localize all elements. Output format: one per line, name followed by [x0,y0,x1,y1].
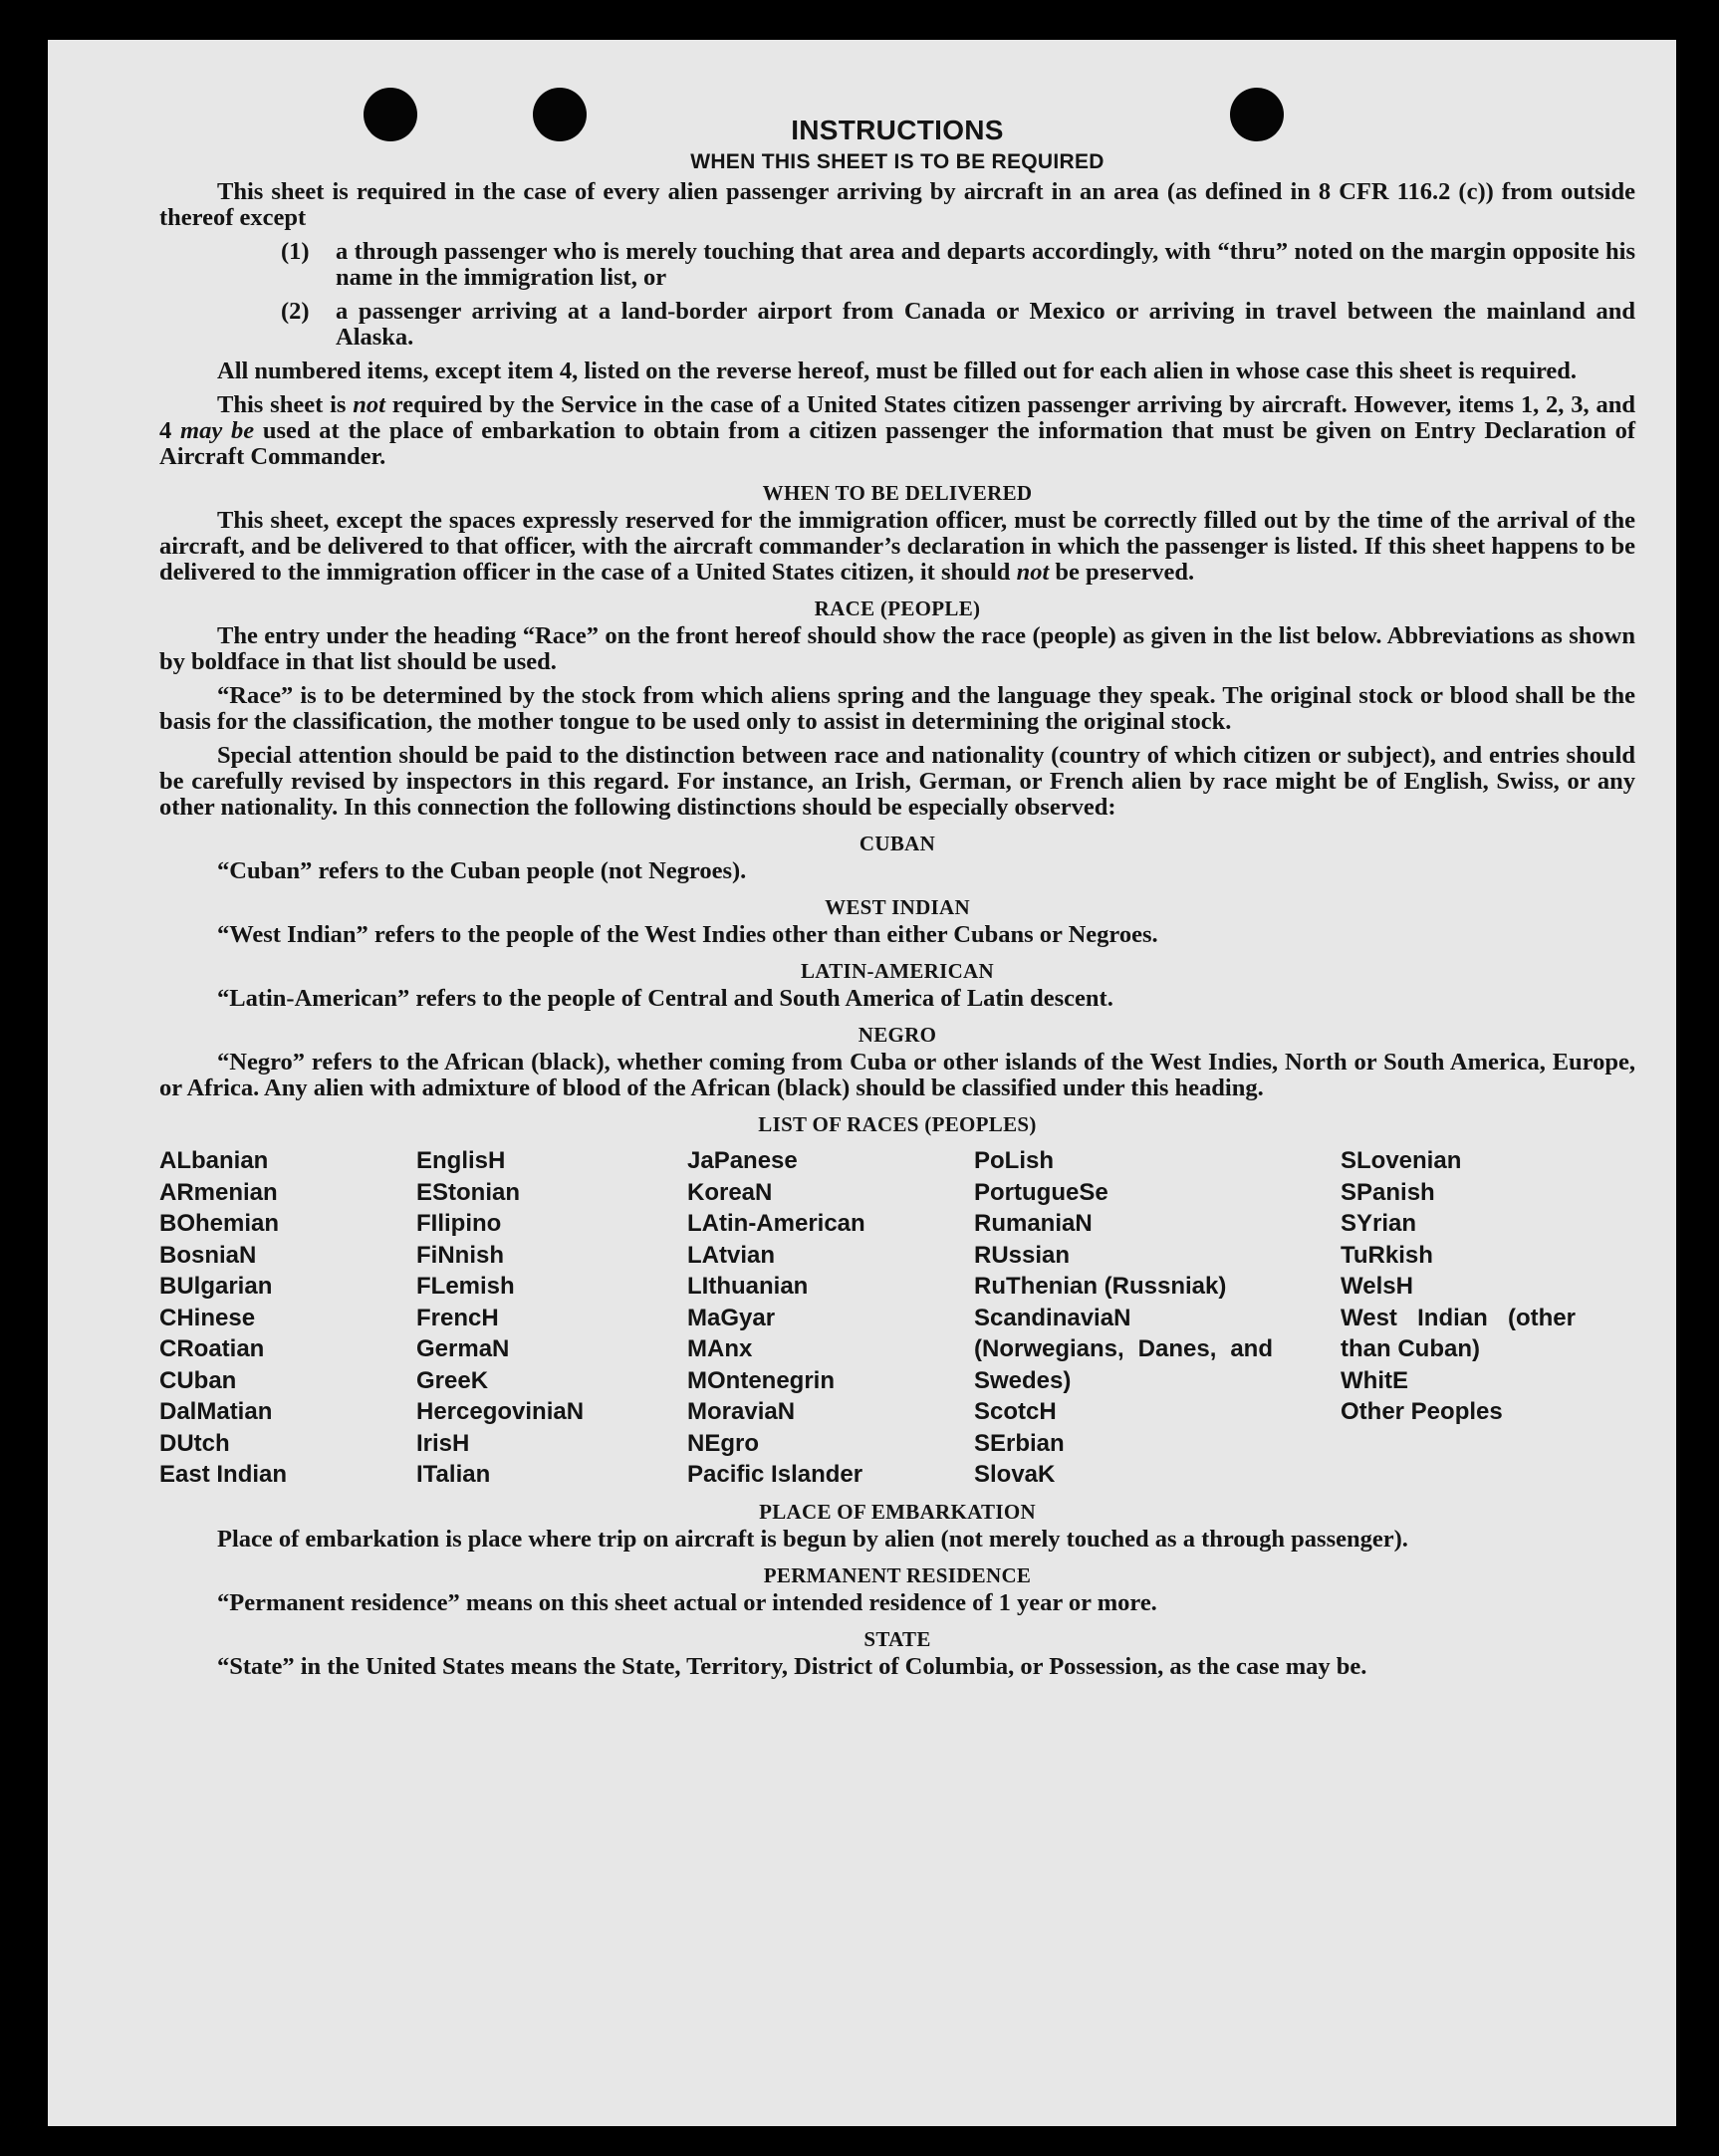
exception-text: a passenger arriving at a land-border airport from Canada or Mexico or arriving in travel between the mainland and Alaska. [336,298,1635,351]
race-item: LIthuanian [687,1273,809,1300]
race-item: ScandinaviaN (Norwegians, Danes, and Swedes) [974,1304,1273,1394]
race-item: SPanish [1341,1178,1435,1206]
negro-paragraph: “Negro” refers to the African (black), whether coming from Cuba or other islands of the West Indies, North or South America, Europe, or Africa. Any alien with admixture of blood of the African (black) should be classified under this heading. [159,1049,1635,1101]
race-item: EStonian [416,1178,521,1206]
race-item: Pacific Islander [687,1461,863,1488]
race-item: WelsH [1341,1273,1413,1300]
races-column [416,1145,687,1491]
west-indian-paragraph: “West Indian” refers to the people of the West Indies other than either Cubans or Negroes. [217,921,1158,948]
races-column [159,1145,416,1491]
exception-number: (2) [281,298,310,325]
race-item: FLemish [416,1273,515,1300]
section-heading-embarkation: PLACE OF EMBARKATION [759,1499,1036,1524]
exception-item [159,299,1635,351]
race-item: ITalian [416,1461,491,1488]
section-heading-cuban: CUBAN [859,832,936,855]
race-item: PortugueSe [974,1178,1108,1206]
document-page [48,40,1676,2126]
race-paragraph: The entry under the heading “Race” on the front hereof should show the race (people) as given in the list below. Abbreviations as shown by boldface in that list should be used. [159,622,1635,675]
race-item: BosniaN [159,1241,257,1269]
state-paragraph: “State” in the United States means the State, Territory, District of Columbia, or Possession, as the case may be. [217,1652,1367,1680]
embarkation-paragraph: Place of embarkation is place where trip on aircraft is begun by alien (not merely touched as a through passenger). [217,1525,1408,1553]
race-item: MoraviaN [687,1398,796,1425]
latin-american-paragraph: “Latin-American” refers to the people of Central and South America of Latin descent. [217,985,1113,1012]
race-item: ARmenian [159,1178,278,1206]
races-column [687,1145,974,1491]
race-item: BUlgarian [159,1273,273,1300]
race-item: FIlipino [416,1210,502,1237]
section-heading-residence: PERMANENT RESIDENCE [763,1562,1032,1587]
race-item: EnglisH [416,1147,506,1174]
section-heading-west-indian: WEST INDIAN [825,895,970,919]
race-item: CRoatian [159,1335,265,1362]
race-item: East Indian [159,1461,288,1488]
race-item: DUtch [159,1429,230,1457]
race-item: GreeK [416,1366,489,1394]
races-column [974,1145,1341,1491]
race-item: Other Peoples [1341,1398,1503,1425]
race-item: MAnx [687,1335,753,1362]
race-item: ScotcH [974,1398,1057,1425]
race-item: IrisH [416,1429,470,1457]
section-heading-state: STATE [863,1626,931,1651]
race-item: ALbanian [159,1147,269,1174]
section-heading-race: RACE (PEOPLE) [814,597,981,620]
exception-text: a through passenger who is merely touching that area and departs accordingly, with “thru” noted on the margin opposite his name in the immigration list, or [336,238,1635,291]
section-heading-latin-american: LATIN-AMERICAN [801,959,994,983]
races-list [159,1145,1635,1491]
citizen-paragraph: This sheet is not required by the Service in the case of a United States citizen passenger arriving by aircraft. However, items 1, 2, 3, and 4 may be used at the place of embarkation to obtain from a citizen passenger the information that must be given on Entry Declaration of Aircraft Commander. [159,391,1636,470]
delivered-paragraph: This sheet, except the spaces expressly reserved for the immigration officer, must be correctly filled out by the time of the arrival of the aircraft, and be delivered to that officer, with the aircraft commander’s declaration in which the passenger is listed. If this sheet happens to be delivered to the immigration officer in the case of a United States citizen, it should not be preserved. [159,507,1635,586]
exception-item [159,239,1635,291]
section-heading-required: WHEN THIS SHEET IS TO BE REQUIRED [690,150,1105,173]
page-title: INSTRUCTIONS [791,115,1004,145]
section-heading-negro: NEGRO [858,1023,937,1047]
race-item: WhitE [1341,1366,1408,1394]
race-item: LAtin-American [687,1210,865,1237]
race-item: MOntenegrin [687,1366,835,1394]
race-item: West Indian (other than Cuban) [1341,1304,1576,1362]
race-item: DalMatian [159,1398,273,1425]
race-item: FrencH [416,1304,499,1331]
races-column [1341,1145,1635,1491]
race-item: PoLish [974,1147,1055,1174]
race-item: FiNnish [416,1241,504,1269]
race-item: RumaniaN [974,1210,1093,1237]
instructions-content [159,114,1635,1688]
race-paragraph: Special attention should be paid to the distinction between race and nationality (country of which citizen or subject), and entries should be carefully revised by inspectors in this regard. For instance, an Irish, German, or French alien by race might be of English, Swiss, or any other nationality. In this connection the following distinctions should be especially observed: [159,742,1635,821]
race-paragraph: “Race” is to be determined by the stock from which aliens spring and the language they speak. The original stock or blood shall be the basis for the classification, the mother tongue to be used only to assist in determining the original stock. [159,682,1635,735]
race-item: HercegoviniaN [416,1398,585,1425]
race-item: RUssian [974,1241,1071,1269]
residence-paragraph: “Permanent residence” means on this sheet actual or intended residence of 1 year or more. [217,1588,1157,1616]
exception-number: (1) [281,238,310,265]
required-intro: This sheet is required in the case of every alien passenger arriving by aircraft in an area (as defined in 8 CFR 116.2 (c)) from outside thereof except [159,178,1635,231]
race-item: TuRkish [1341,1241,1433,1269]
race-item: KoreaN [687,1178,773,1206]
cuban-paragraph: “Cuban” refers to the Cuban people (not Negroes). [217,857,747,884]
race-item: CUban [159,1366,237,1394]
race-item: CHinese [159,1304,256,1331]
section-heading-races-list: LIST OF RACES (PEOPLES) [758,1112,1037,1136]
section-heading-delivered: WHEN TO BE DELIVERED [762,481,1033,505]
race-item: JaPanese [687,1147,798,1174]
numbered-items-paragraph: All numbered items, except item 4, listed on the reverse hereof, must be filled out for each alien in whose case this sheet is required. [217,358,1578,384]
race-item: GermaN [416,1335,510,1362]
race-item: SYrian [1341,1210,1417,1237]
race-item: SLovenian [1341,1147,1462,1174]
race-item: SErbian [974,1429,1065,1457]
race-item: SlovaK [974,1461,1056,1488]
race-item: BOhemian [159,1210,280,1237]
race-item: RuThenian (Russniak) [974,1273,1227,1300]
race-item: MaGyar [687,1304,776,1331]
race-item: LAtvian [687,1241,776,1269]
race-item: NEgro [687,1429,759,1457]
